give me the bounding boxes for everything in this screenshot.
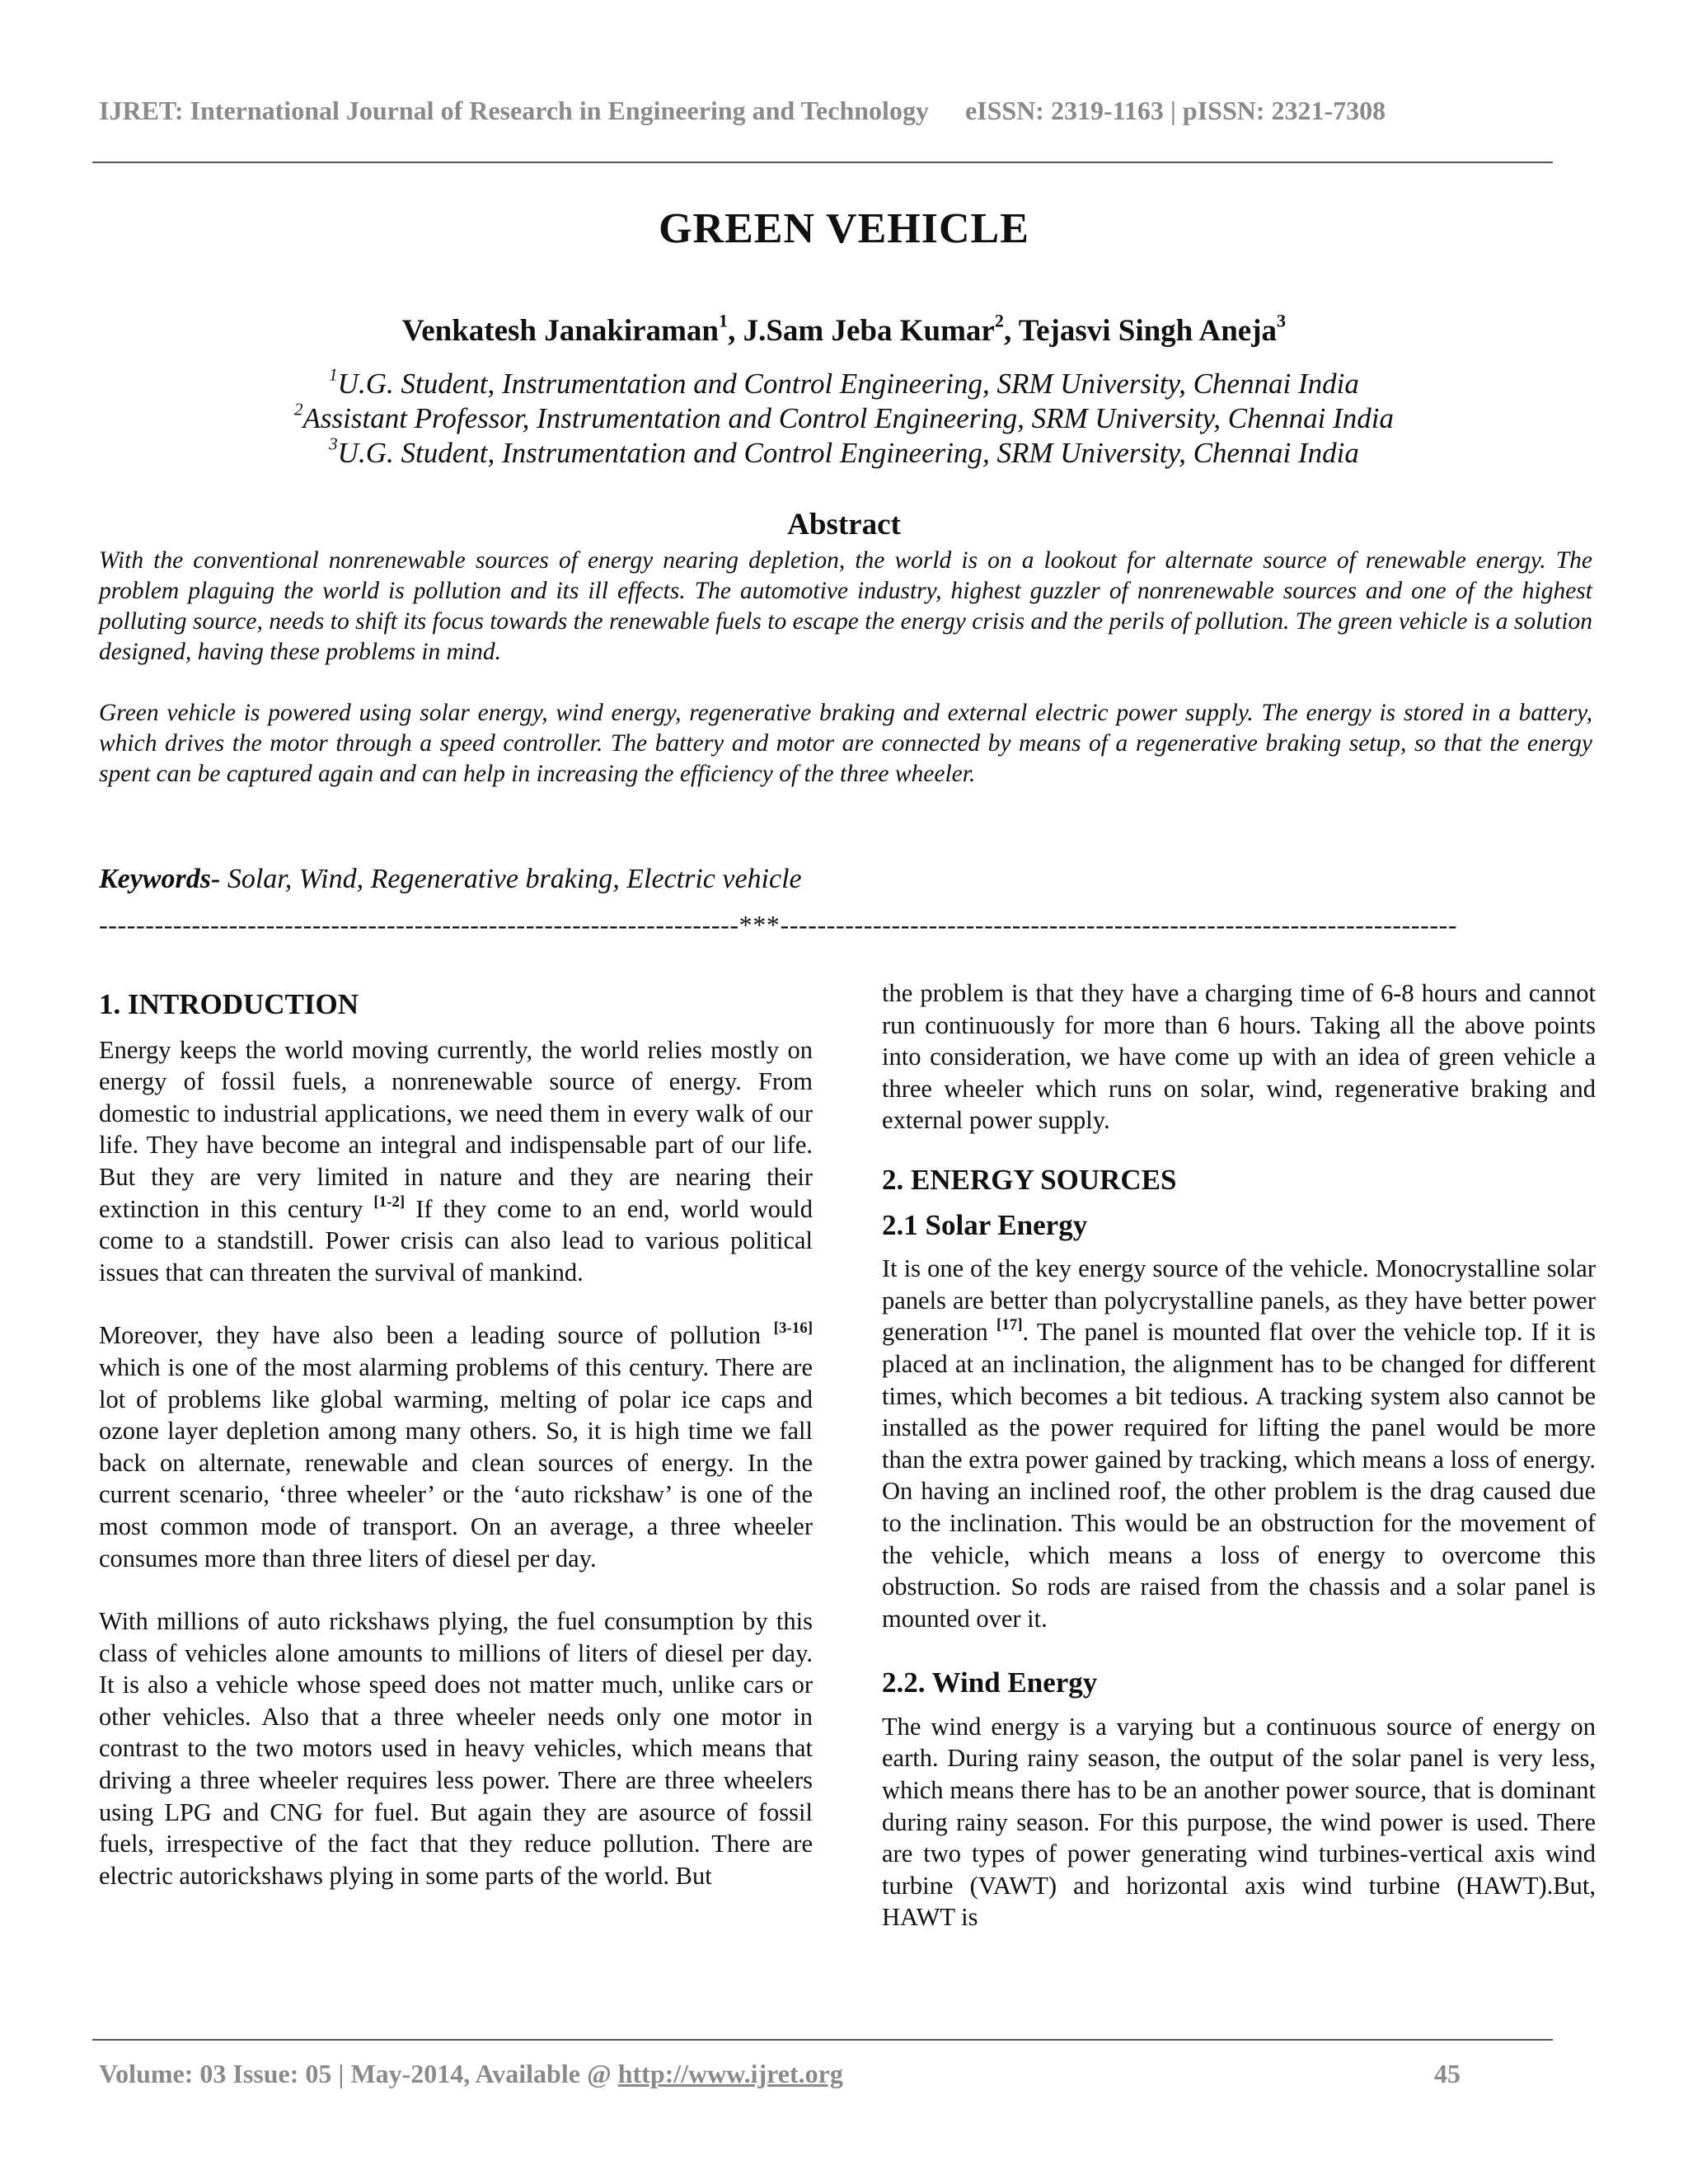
author-sup: 2 [994, 310, 1004, 331]
abstract-paragraph: With the conventional nonrenewable sources of energy nearing depletion, the world is on a lookout for alternate source of renewable energy. The problem plaguing the world is pollution and its ill effects. The automotive industry, highest guzzler of nonrenewable sources and one of the highest polluting source, needs to shift its focus towards the renewable fuels to escape the energy crisis and the perils of pollution. The green vehicle is a solution designed, having these problems in mind. [99, 547, 1592, 665]
author-sup: 1 [719, 310, 729, 331]
running-header [99, 96, 1550, 126]
keywords-label: Keywords- [99, 864, 221, 894]
author-name: J.Sam Jeba Kumar [743, 314, 995, 348]
author-name: Tejasvi Singh Aneja [1018, 314, 1278, 348]
keywords-text: Solar, Wind, Regenerative braking, Electric vehicle [220, 864, 802, 894]
abstract-body [99, 546, 1592, 820]
citation: [3-16] [773, 1319, 813, 1338]
author-list: Venkatesh Janakiraman$^1$, J.Sam Jeba Kumar$^2$, Tejasvi Singh Aneja$^3$ [401, 310, 1287, 348]
issn-info: eISSN: 2319-1163 | pISSN: 2321-7308 [964, 96, 1386, 125]
footer-rule [92, 2039, 1553, 2041]
paper-title: GREEN VEHICLE [659, 205, 1029, 252]
affiliation-line: $^2$Assistant Professor, Instrumentation and Control Engineering, SRM University, Chennai India [294, 399, 1394, 434]
citation: [1-2] [373, 1193, 406, 1211]
body-paragraph: The wind energy is a varying but a continuous source of energy on earth. During rainy season, the output of the solar panel is very less, which means there has to be an another power source, that is dominant during rainy season. For this purpose, the wind power is used. There are two types of power generating wind turbines-vertical axis wind turbine (VAWT) and horizontal axis wind turbine (HAWT).But, HAWT is [882, 1712, 1596, 1932]
affiliation-line: $^3$U.G. Student, Instrumentation and Control Engineering, SRM University, Chennai India [329, 434, 1359, 469]
subsection-heading: 2.1 Solar Energy [882, 1208, 1088, 1241]
left-column [99, 981, 813, 1891]
abstract-paragraph: Green vehicle is powered using solar energy, wind energy, regenerative braking and external electric power supply. The energy is stored in a battery, which drives the motor through a speed controller. The battery and motor are connected by means of a regenerative braking setup, so that the energy spent can be captured again and can help in increasing the efficiency of the three wheeler. [99, 700, 1592, 787]
journal-link[interactable]: http://www.ijret.org [617, 2059, 843, 2088]
right-column [882, 977, 1596, 1933]
author-name: Venkatesh Janakiraman [401, 314, 720, 348]
section-heading: 2. ENERGY SOURCES [882, 1163, 1177, 1196]
body-paragraph: Energy keeps the world moving currently, the world relies mostly on energy of fossil fuels, a nonrenewable source of energy. From domestic to industrial applications, we need them in every walk of our life. They have become an integral and indispensable part of our life. But they are very limited in nature and they are nearing their extinction in this century [1-2] If they come to an end, world would come to a standstill. Power crisis can also lead to various political issues that can threaten the survival of mankind. [99, 1035, 813, 1286]
section-separator: ---------------------------------------------------------------------***------------------------------------------------------------------------- [99, 910, 1458, 940]
body-paragraph: It is one of the key energy source of the vehicle. Monocrystalline solar panels are better than polycrystalline panels, as they have better power generation [17]. The panel is mounted flat over the vehicle top. If it is placed at an inclination, the alignment has to be changed for different times, which becomes a bit tedious. A tracking system also cannot be installed as the power required for lifting the panel would be more than the extra power gained by tracking, which means a loss of energy. On having an inclined roof, the other problem is the drag caused due to the inclination. This would be an obstruction for the movement of the vehicle, which means a loss of energy to overcome this obstruction. So rods are raised from the chassis and a solar panel is mounted over it. [882, 1254, 1596, 1633]
body-paragraph: With millions of auto rickshaws plying, the fuel consumption by this class of vehicles alone amounts to millions of liters of diesel per day. It is also a vehicle whose speed does not matter much, unlike cars or other vehicles. Also that a three wheeler needs only one motor in contrast to the two motors used in heavy vehicles, which means that driving a three wheeler requires less power. There are three wheelers using LPG and CNG for fuel. But again they are asource of fossil fuels, irrespective of the fact that they reduce pollution. There are electric autorickshaws plying in some parts of the world. But [99, 1607, 813, 1890]
subsection-heading: 2.2. Wind Energy [882, 1666, 1098, 1699]
abstract-heading: Abstract [787, 508, 901, 541]
volume-info: Volume: 03 Issue: 05 | May-2014, Available @ [99, 2059, 618, 2088]
journal-name: IJRET: International Journal of Research in Engineering and Technology [99, 96, 929, 125]
affiliation-line: $^1$U.G. Student, Instrumentation and Control Engineering, SRM University, Chennai India [329, 364, 1359, 400]
body-paragraph: the problem is that they have a charging time of 6-8 hours and cannot run continuously for more than 6 hours. Taking all the above points into consideration, we have come up with an idea of green vehicle a three wheeler which runs on solar, wind, regenerative braking and external power supply. [882, 979, 1596, 1135]
header-rule [92, 162, 1553, 163]
body-paragraph: Moreover, they have also been a leading source of pollution [3-16] which is one of the most alarming problems of this century. There are lot of problems like global warming, melting of polar ice caps and ozone layer depletion among many others. So, it is high time we fall back on alternate, renewable and clean sources of energy. In the current scenario, ‘three wheeler’ or the ‘auto rickshaw’ is one of the most common mode of transport. On an average, a three wheeler consumes more than three liters of diesel per day. [99, 1319, 813, 1572]
running-footer [99, 2059, 1500, 2089]
page-number: 45 [1434, 2059, 1461, 2088]
citation: [17] [996, 1316, 1023, 1334]
affiliations [0, 364, 1688, 471]
author-sup: 3 [1277, 310, 1287, 331]
section-heading: 1. INTRODUCTION [99, 988, 359, 1020]
keywords [99, 864, 1592, 895]
